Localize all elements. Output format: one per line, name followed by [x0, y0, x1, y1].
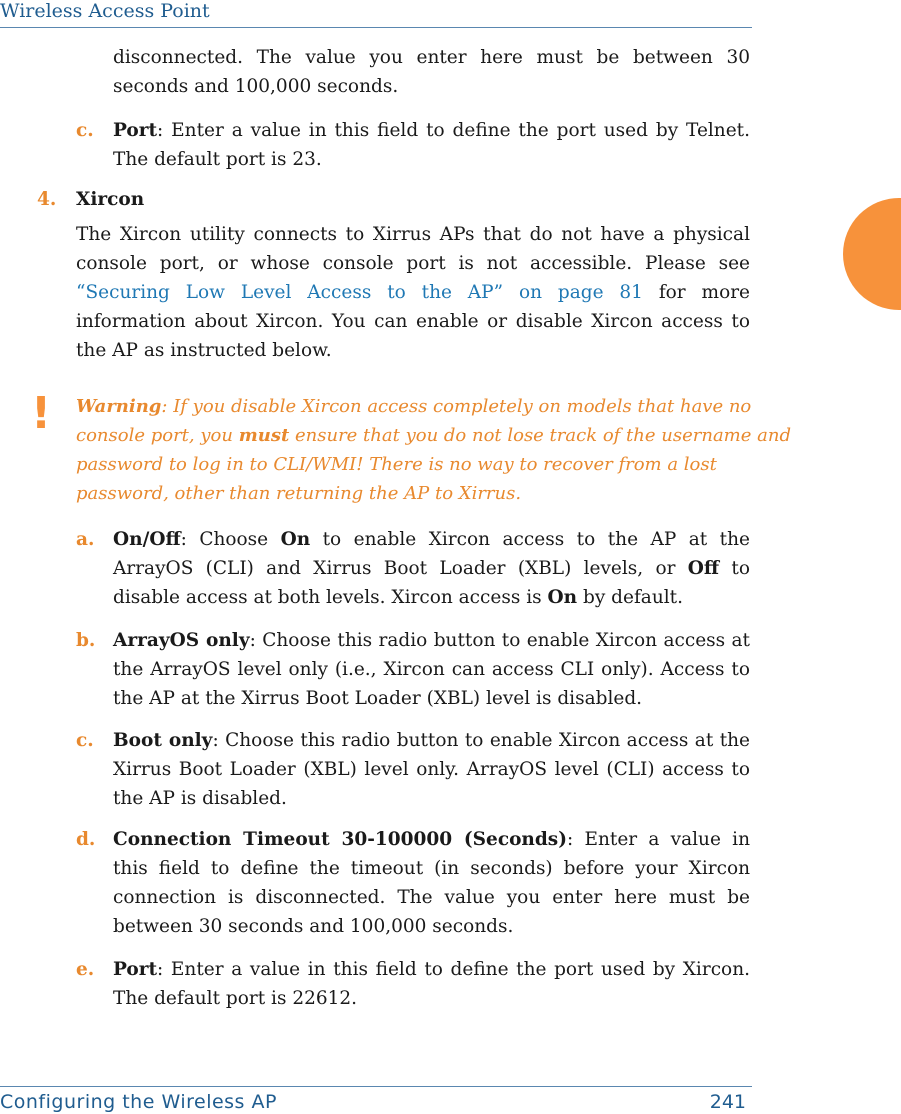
boot-only-label: c. — [76, 730, 94, 751]
xircon-body-post: for more information about Xircon. You can enable or disable Xircon access to the AP as instructed below. — [76, 282, 750, 361]
warning-icon: ! — [31, 388, 52, 439]
on-off-paragraph: On/Off: Choose On to enable Xircon access to the AP at the ArrayOS (CLI) and Xirrus Boot Loader (XBL) levels, or Off to disable access at both levels. Xircon access is On by default. — [113, 529, 750, 608]
warning-line-4: password, other than returning the AP to Xirrus. — [76, 483, 522, 504]
xircon-port-label: e. — [76, 959, 95, 980]
xircon-body-pre: The Xircon utility connects to Xirrus APs that do not have a physical console port, or whose console port is not accessible. Please see — [76, 224, 750, 274]
running-footer: Configuring the Wireless AP — [0, 1091, 277, 1113]
running-header: Wireless Access Point — [0, 0, 210, 22]
warning-note — [76, 392, 791, 508]
chapter-tab-marker — [843, 198, 901, 310]
arrayos-only-paragraph: ArrayOS only: Choose this radio button to enable Xircon access at the ArrayOS level only (i.e., Xircon can access CLI only). Access to the AP at the Xirrus Boot Loader (XBL) level is disabled. — [113, 630, 750, 709]
arrayos-only-label: b. — [76, 630, 96, 651]
xircon-port-paragraph: Port: Enter a value in this field to define the port used by Xircon. The default port is 22612. — [113, 959, 750, 1009]
telnet-port-paragraph — [113, 116, 750, 174]
cross-reference-link[interactable]: “Securing Low Level Access to the AP” on page 81 — [76, 282, 643, 303]
header-rule — [0, 27, 752, 28]
timeout-paragraph: Connection Timeout 30-100000 (Seconds): Enter a value in this field to define the timeout (in seconds) before your Xircon connection is disconnected. The value you enter here must be between 30 seconds and 100,000 seconds. — [113, 829, 750, 937]
warning-emphasis: must — [238, 425, 290, 446]
telnet-port-term: Port — [113, 120, 158, 141]
warning-label: Warning — [76, 396, 162, 417]
section-number: 4. — [37, 189, 57, 210]
footer-rule — [0, 1086, 752, 1087]
warning-line-1: Warning: If you disable Xircon access completely on models that have no — [76, 396, 752, 417]
page-number: 241 — [709, 1091, 746, 1113]
timeout-label: d. — [76, 829, 96, 850]
warning-line-3: password to log in to CLI/WMI! There is no way to recover from a lost — [76, 454, 717, 475]
boot-only-paragraph: Boot only: Choose this radio button to enable Xircon access at the Xirrus Boot Loader (XBL) level only. ArrayOS level (CLI) access to the AP is disabled. — [113, 730, 750, 809]
telnet-port-text: : Enter a value in this field to define the port used by Telnet. The default port is 23. — [113, 120, 750, 170]
section-heading: Xircon — [76, 189, 145, 210]
xircon-description — [76, 220, 750, 365]
warning-line-2: console port, you must ensure that you do not lose track of the username and — [76, 425, 791, 446]
intro-paragraph: disconnected. The value you enter here must be between 30 seconds and 100,000 seconds. — [113, 47, 750, 97]
on-off-label: a. — [76, 529, 95, 550]
telnet-port-label: c. — [76, 120, 94, 141]
